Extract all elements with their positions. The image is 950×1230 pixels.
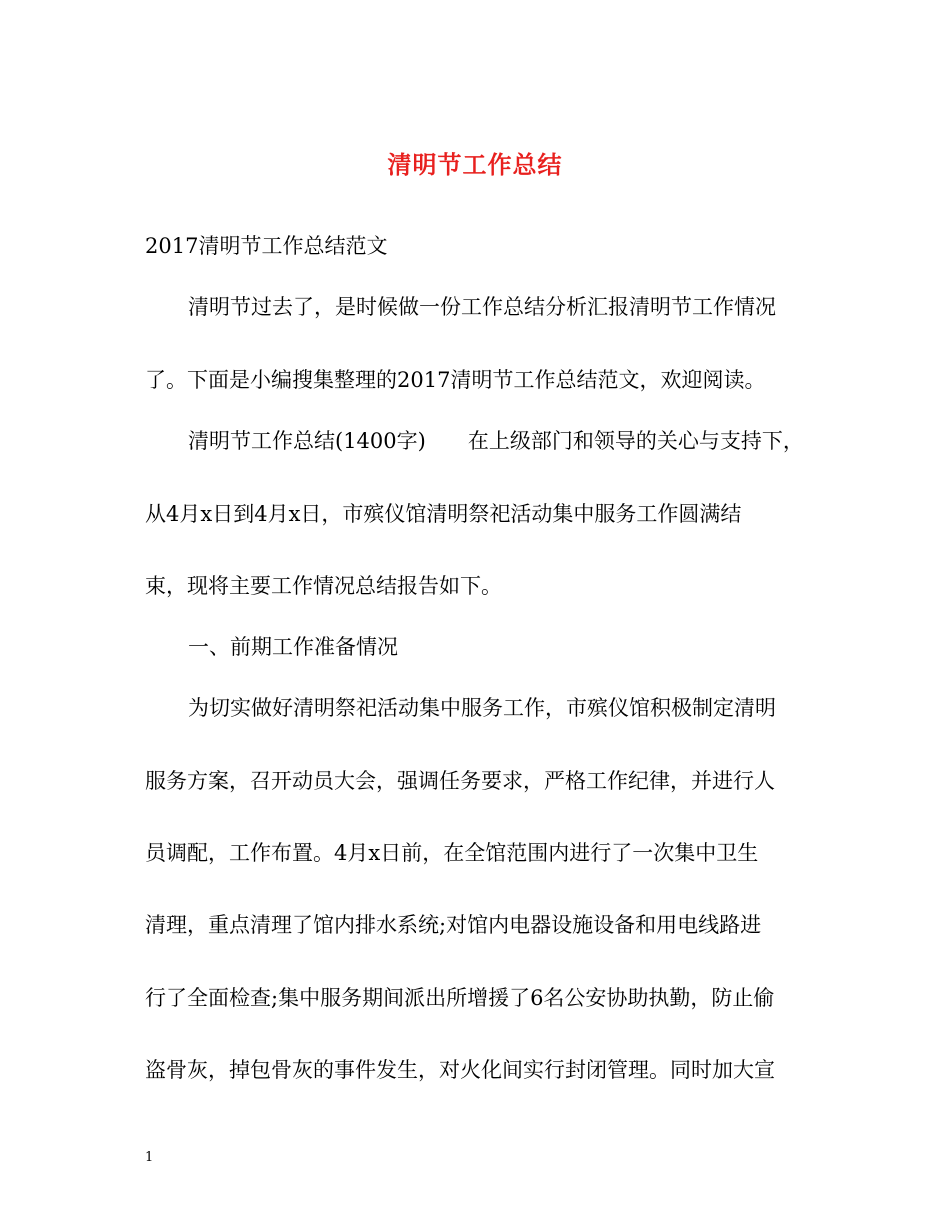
page-number: 1 <box>145 1150 154 1165</box>
paragraph-line: 从4月x日到4月x日，市殡仪馆清明祭祀活动集中服务工作圆满结 <box>145 502 742 526</box>
paragraph-line: 清明节工作总结(1400字) 在上级部门和领导的关心与支持下， <box>188 429 804 453</box>
paragraph-line: 清理，重点清理了馆内排水系统;对馆内电器设施设备和用电线路进 <box>145 913 762 937</box>
paragraph-line: 清明节过去了，是时候做一份工作总结分析汇报清明节工作情况 <box>188 295 776 319</box>
paragraph-line: 员调配，工作布置。4月x日前，在全馆范围内进行了一次集中卫生 <box>145 841 759 865</box>
paragraph-line: 行了全面检查;集中服务期间派出所增援了6名公安协助执勤，防止偷 <box>145 986 775 1010</box>
paragraph-line: 为切实做好清明祭祀活动集中服务工作，市殡仪馆积极制定清明 <box>188 696 776 720</box>
paragraph-line: 了。下面是小编搜集整理的2017清明节工作总结范文，欢迎阅读。 <box>145 368 766 392</box>
document-title: 清明节工作总结 <box>387 150 563 179</box>
paragraph-line: 盗骨灰，掉包骨灰的事件发生，对火化间实行封闭管理。同时加大宣 <box>145 1058 775 1082</box>
paragraph-line: 服务方案，召开动员大会，强调任务要求，严格工作纪律，并进行人 <box>145 769 775 793</box>
paragraph-line: 束，现将主要工作情况总结报告如下。 <box>145 574 502 598</box>
subtitle-line: 2017清明节工作总结范文 <box>145 234 388 258</box>
section-heading: 一、前期工作准备情况 <box>188 635 398 659</box>
